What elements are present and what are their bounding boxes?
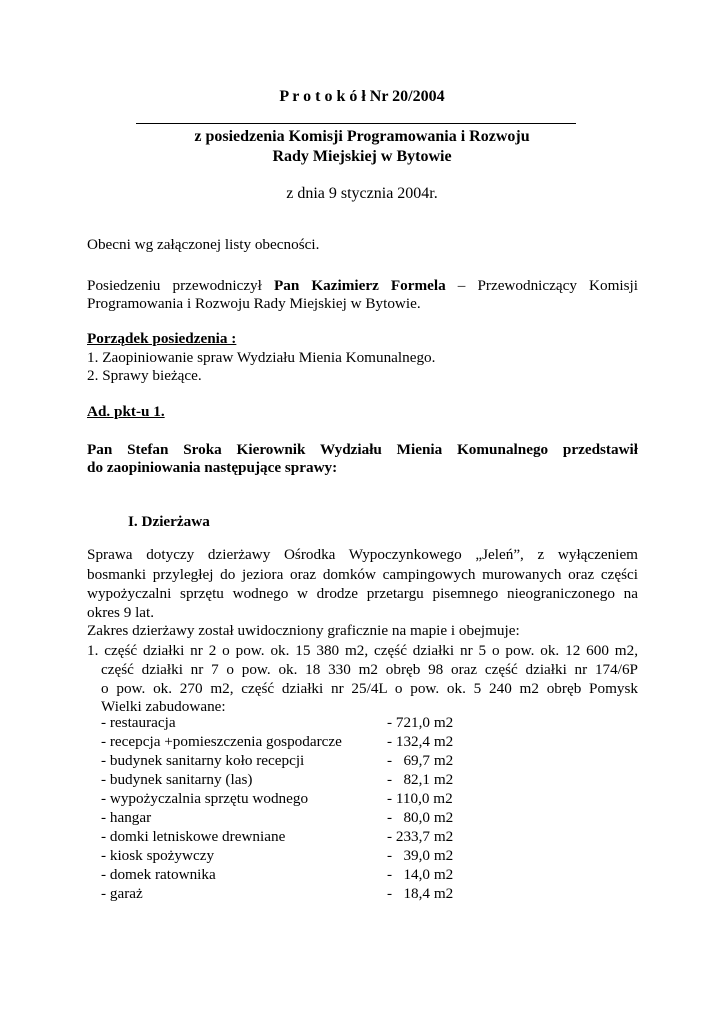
building-name: - garaż xyxy=(101,885,143,902)
building-name: - budynek sanitarny (las) xyxy=(101,771,253,788)
building-name: - budynek sanitarny koło recepcji xyxy=(101,752,305,769)
building-area: - 721,0 m2 xyxy=(387,714,454,731)
agenda-heading: Porządek posiedzenia : xyxy=(87,330,237,347)
presenter-line1: Pan Stefan Sroka Kierownik Wydziału Mienia Komunalnego przedstawił xyxy=(87,441,638,458)
protocol-subtitle-line2: Rady Miejskiej w Bytowie xyxy=(272,148,452,165)
building-area: - 14,0 m2 xyxy=(387,866,454,883)
section-ad-pkt-1: Ad. pkt-u 1. xyxy=(87,403,165,420)
scope-intro: Zakres dzierżawy został uwidoczniony graficznie na mapie i obejmuje: xyxy=(87,622,520,639)
title-rule xyxy=(136,123,576,124)
building-name: - domek ratownika xyxy=(101,866,216,883)
building-area: - 132,4 m2 xyxy=(387,733,454,750)
protocol-subtitle-line1: z posiedzenia Komisji Programowania i Rozwoju xyxy=(194,128,530,145)
agenda-item-1: 1. Zaopiniowanie spraw Wydziału Mienia Komunalnego. xyxy=(87,349,436,366)
chair-name: Pan Kazimierz Formela xyxy=(273,277,446,294)
protocol-title: P r o t o k ó ł Nr 20/2004 xyxy=(279,88,445,105)
building-name: - hangar xyxy=(101,809,152,826)
building-area: - 80,0 m2 xyxy=(387,809,454,826)
section-I-heading: I. Dzierżawa xyxy=(128,513,210,530)
case-line-4: okres 9 lat. xyxy=(87,604,155,621)
agenda-item-2: 2. Sprawy bieżące. xyxy=(87,367,202,384)
building-area: - 82,1 m2 xyxy=(387,771,454,788)
building-area: - 18,4 m2 xyxy=(387,885,454,902)
chair-prefix: Posiedzeniu przewodniczył xyxy=(87,277,274,294)
chair-line2: Programowania i Rozwoju Rady Miejskiej w Bytowie. xyxy=(87,295,421,312)
case-line-1: Sprawa dotyczy dzierżawy Ośrodka Wypoczynkowego „Jeleń”, z wyłączeniem xyxy=(87,546,638,563)
scope-point1-line3: o pow. ok. 270 m2, część działki nr 25/4L o pow. ok. 5 240 m2 obręb Pomysk xyxy=(101,680,638,697)
case-line-2: bosmanki przyległej do jeziora oraz domków campingowych murowanych oraz części xyxy=(87,566,638,583)
building-area: - 233,7 m2 xyxy=(387,828,454,845)
building-name: - restauracja xyxy=(101,714,176,731)
building-name: - kiosk spożywczy xyxy=(101,847,215,864)
scope-point1-line1: 1. część działki nr 2 o pow. ok. 15 380 m2, część działki nr 5 o pow. ok. 12 600 m2, xyxy=(87,642,638,659)
building-name: - domki letniskowe drewniane xyxy=(101,828,286,845)
attendance-text: Obecni wg załączonej listy obecności. xyxy=(87,236,320,253)
building-area: - 110,0 m2 xyxy=(387,790,453,807)
building-name: - recepcja +pomieszczenia gospodarcze xyxy=(101,733,342,750)
scope-point1-line4: Wielki zabudowane: xyxy=(101,698,226,715)
protocol-date: z dnia 9 stycznia 2004r. xyxy=(286,185,438,202)
chair-suffix: – Przewodniczący Komisji xyxy=(445,277,638,294)
building-name: - wypożyczalnia sprzętu wodnego xyxy=(101,790,309,807)
case-line-3: wypożyczalni sprzętu wodnego w drodze przetargu pisemnego nieograniczonego na xyxy=(87,585,638,602)
scope-point1-line2: część działki nr 7 o pow. ok. 18 330 m2 obręb 98 oraz część działki nr 174/6P xyxy=(101,661,638,678)
building-area: - 39,0 m2 xyxy=(387,847,454,864)
presenter-line2: do zaopiniowania następujące sprawy: xyxy=(87,459,338,476)
chair-line1 xyxy=(87,276,638,296)
building-area: - 69,7 m2 xyxy=(387,752,454,769)
